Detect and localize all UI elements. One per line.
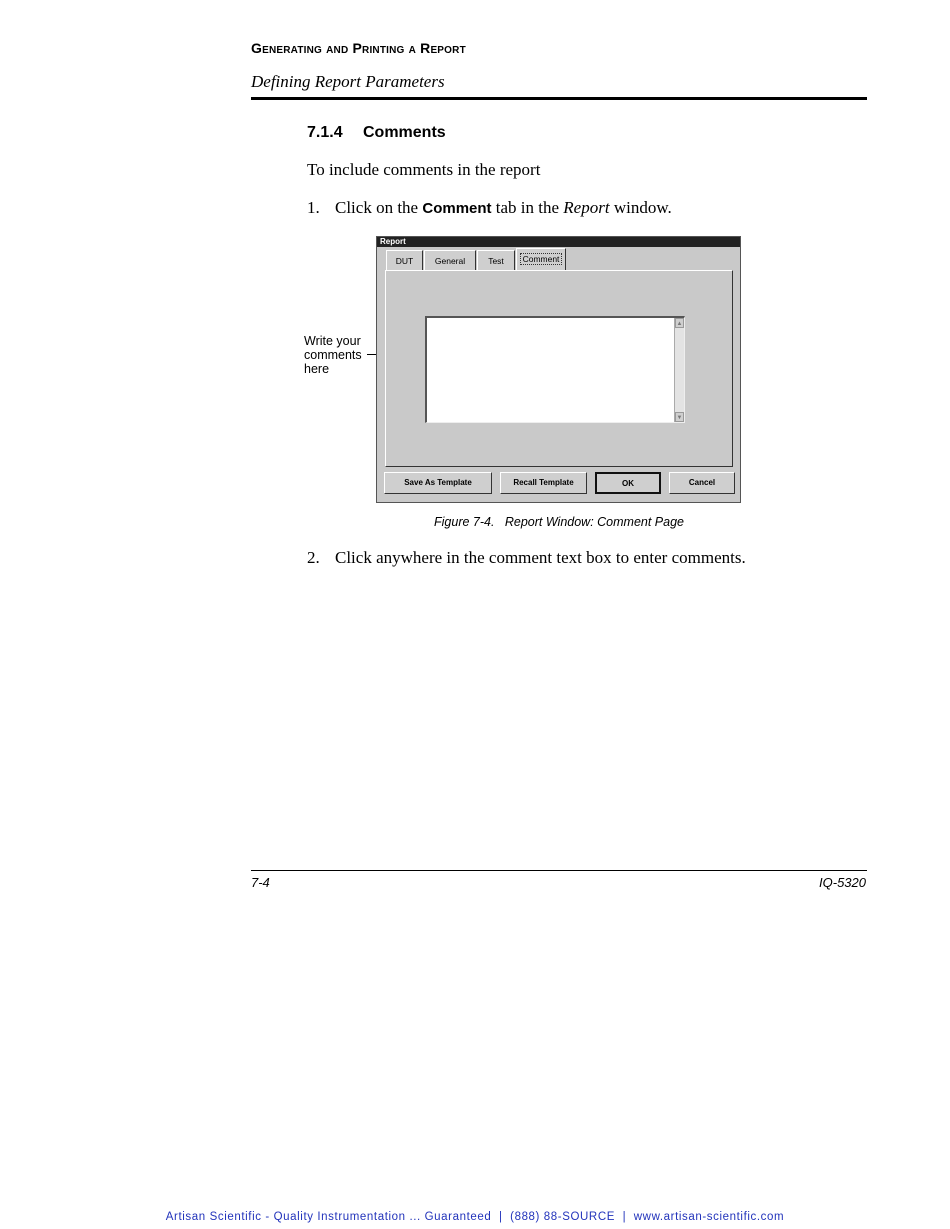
tab-comment[interactable]: Comment: [516, 248, 566, 271]
section-number: 7.1.4: [307, 124, 343, 141]
report-keyword: Report: [563, 198, 610, 217]
comment-scrollbar[interactable]: [674, 318, 684, 422]
step-2-text: Click anywhere in the comment text box to enter comments.: [335, 548, 746, 567]
page-number: 7-4: [251, 875, 270, 890]
running-header-title: Generating and Printing a Report: [251, 40, 466, 56]
recall-template-button[interactable]: Recall Template: [500, 472, 587, 494]
cancel-button[interactable]: Cancel: [669, 472, 735, 494]
window-title-bar: Report: [377, 237, 740, 247]
tab-test[interactable]: Test: [477, 250, 515, 270]
figure-caption: Figure 7-4. Report Window: Comment Page: [434, 515, 684, 529]
step-1-number: 1.: [307, 198, 320, 217]
section-title: Comments: [363, 124, 446, 141]
vendor-banner: Artisan Scientific - Quality Instrumentation ... Guaranteed | (888) 88-SOURCE | www.artisan-scientific.com: [165, 1211, 785, 1223]
ok-button[interactable]: OK: [595, 472, 661, 494]
scroll-down-arrow-icon[interactable]: ▼: [675, 412, 684, 422]
comment-keyword: Comment: [422, 200, 492, 217]
running-header-subtitle: Defining Report Parameters: [251, 72, 445, 91]
figure-callout: Write your comments here: [304, 334, 362, 376]
header-rule: [251, 97, 867, 100]
report-window: [376, 236, 741, 503]
save-as-template-button[interactable]: Save As Template: [384, 472, 492, 494]
step-1-text: Click on the Comment tab in the Report window.: [335, 198, 672, 217]
comment-text-box[interactable]: [425, 316, 685, 423]
scroll-up-arrow-icon[interactable]: ▲: [675, 318, 684, 328]
step-2-number: 2.: [307, 548, 320, 567]
document-id: IQ-5320: [819, 875, 866, 890]
tab-general[interactable]: General: [424, 250, 476, 270]
footer-rule: [251, 870, 867, 871]
intro-text: To include comments in the report: [307, 160, 541, 179]
tab-dut[interactable]: DUT: [386, 250, 423, 270]
